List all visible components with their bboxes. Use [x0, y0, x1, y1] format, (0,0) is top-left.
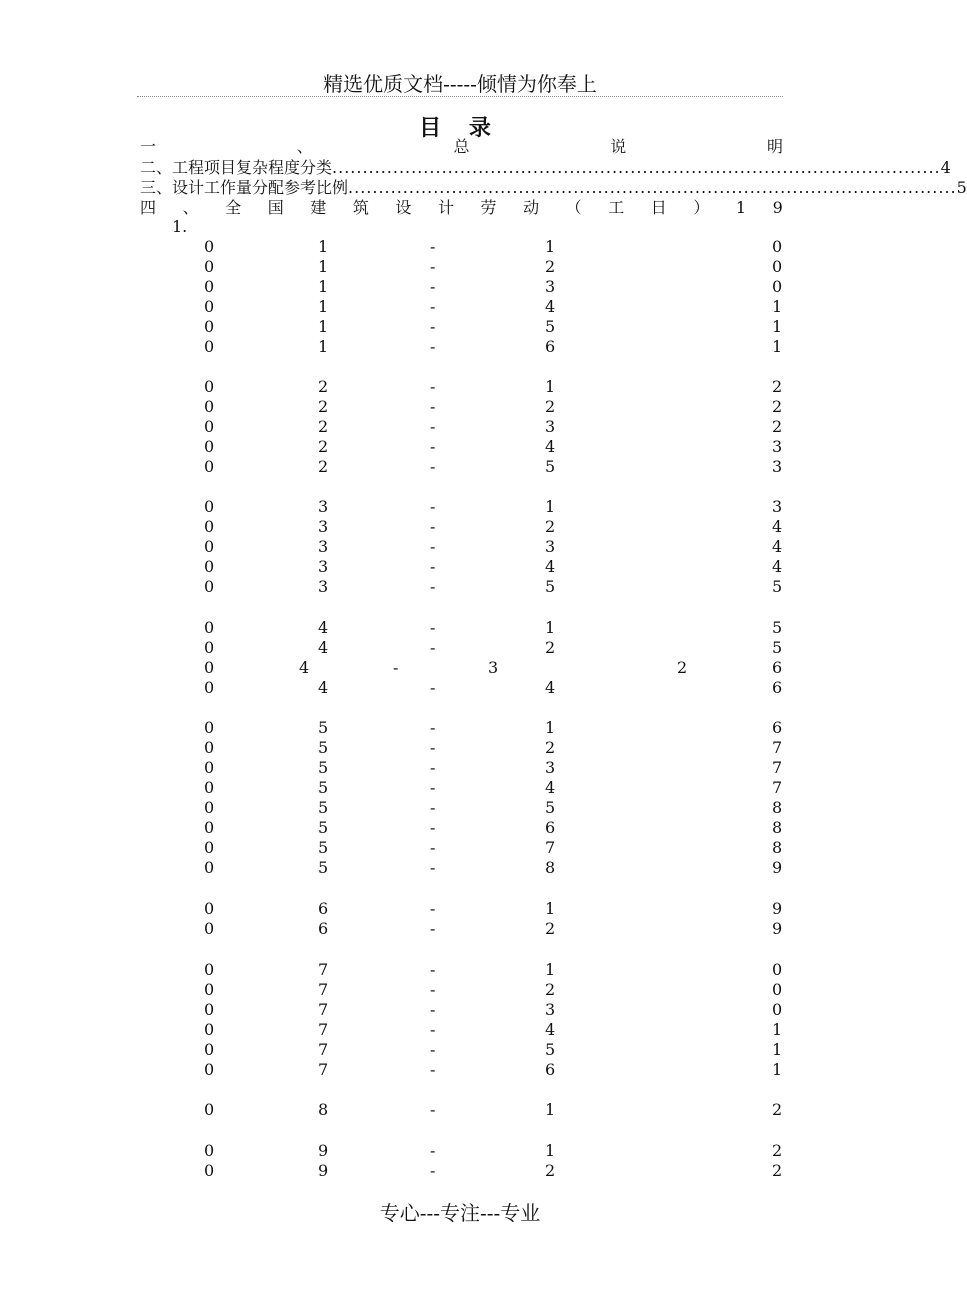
- toc-number-cell: -: [430, 557, 436, 576]
- toc-number-cell: 5: [318, 718, 329, 737]
- toc-number-cell: 3: [545, 758, 556, 777]
- toc-number-row[interactable]: [0, 858, 920, 878]
- toc-number-cell: 1: [545, 960, 556, 979]
- toc-number-cell: 1: [772, 297, 783, 316]
- toc-number-cell: -: [430, 437, 436, 456]
- toc-number-cell: 0: [204, 417, 215, 436]
- toc-number-cell: -: [430, 778, 436, 797]
- toc-number-cell: 0: [204, 658, 215, 677]
- toc-number-cell: 0: [772, 980, 783, 999]
- toc-number-cell: 5: [318, 738, 329, 757]
- toc-number-cell: 0: [204, 678, 215, 697]
- toc-number-cell: 0: [204, 317, 215, 336]
- toc-number-cell: 3: [772, 437, 783, 456]
- toc-number-row[interactable]: [0, 678, 920, 698]
- toc-number-cell: -: [430, 1040, 436, 1059]
- toc-char: 一: [140, 137, 157, 156]
- toc-number-row[interactable]: [0, 1100, 920, 1120]
- toc-number-cell: 2: [772, 377, 783, 396]
- toc-number-cell: 2: [318, 377, 329, 396]
- toc-number-cell: 1: [545, 718, 556, 737]
- toc-number-cell: 0: [204, 718, 215, 737]
- toc-number-cell: 7: [772, 758, 783, 777]
- toc-line-labor-chars: [140, 198, 783, 218]
- toc-number-cell: -: [430, 497, 436, 516]
- toc-number-cell: 0: [204, 277, 215, 296]
- toc-number-cell: 9: [772, 899, 783, 918]
- toc-number-cell: 0: [204, 397, 215, 416]
- toc-number-cell: -: [430, 577, 436, 596]
- toc-number-row[interactable]: [0, 497, 920, 517]
- toc-char: 总: [453, 137, 470, 156]
- toc-number-cell: 4: [545, 1020, 556, 1039]
- toc-number-cell: 7: [318, 1020, 329, 1039]
- toc-number-cell: 1: [318, 337, 329, 356]
- toc-number-cell: 0: [204, 758, 215, 777]
- toc-number-cell: 0: [204, 980, 215, 999]
- toc-number-cell: 3: [488, 658, 499, 677]
- toc-number-row[interactable]: [0, 557, 920, 577]
- toc-number-row[interactable]: [0, 1141, 920, 1161]
- toc-number-cell: 2: [545, 980, 556, 999]
- toc-number-cell: 0: [204, 838, 215, 857]
- toc-number-cell: 9: [772, 858, 783, 877]
- toc-number-cell: 6: [772, 678, 783, 697]
- toc-number-cell: 0: [204, 537, 215, 556]
- toc-number-cell: 0: [204, 337, 215, 356]
- toc-char: 劳: [480, 198, 497, 217]
- toc-number-cell: 6: [772, 658, 783, 677]
- toc-entry-text: 三、设计工作量分配参考比例: [140, 178, 349, 197]
- toc-char: 日: [650, 198, 667, 217]
- toc-number-cell: 6: [318, 919, 329, 938]
- toc-page-number: 4: [940, 158, 951, 177]
- toc-number-row[interactable]: [0, 277, 920, 297]
- toc-number-cell: 1: [772, 337, 783, 356]
- toc-number-row[interactable]: [0, 537, 920, 557]
- toc-number-cell: -: [430, 818, 436, 837]
- toc-number-cell: 3: [772, 497, 783, 516]
- toc-number-cell: 4: [318, 618, 329, 637]
- toc-number-cell: -: [430, 277, 436, 296]
- toc-number-cell: 4: [545, 437, 556, 456]
- toc-number-row[interactable]: [0, 658, 920, 678]
- toc-number-cell: 8: [772, 798, 783, 817]
- toc-number-cell: -: [430, 1141, 436, 1160]
- toc-leader-dots: ....................................................................................................: [332, 158, 941, 177]
- toc-number-cell: -: [430, 899, 436, 918]
- toc-number-cell: 0: [204, 1060, 215, 1079]
- toc-number-cell: 2: [545, 397, 556, 416]
- toc-number-cell: 6: [545, 337, 556, 356]
- toc-number-cell: 1: [545, 899, 556, 918]
- toc-number-cell: 6: [318, 899, 329, 918]
- toc-number-row[interactable]: [0, 758, 920, 778]
- toc-number-cell: -: [430, 738, 436, 757]
- toc-number-cell: 0: [204, 237, 215, 256]
- toc-line-complexity[interactable]: [140, 158, 951, 178]
- toc-char: 、: [182, 198, 199, 217]
- toc-number-row[interactable]: [0, 818, 920, 838]
- toc-number-cell: 6: [545, 818, 556, 837]
- toc-number-cell: 7: [318, 980, 329, 999]
- toc-number-cell: -: [430, 317, 436, 336]
- toc-subsection-number: 1.: [172, 217, 188, 236]
- toc-number-cell: -: [430, 537, 436, 556]
- toc-number-cell: 2: [772, 397, 783, 416]
- toc-number-cell: 8: [772, 818, 783, 837]
- toc-number-row[interactable]: [0, 437, 920, 457]
- toc-number-cell: 0: [772, 257, 783, 276]
- toc-number-cell: 8: [772, 838, 783, 857]
- toc-char: （: [565, 198, 582, 217]
- toc-number-cell: 7: [318, 1000, 329, 1019]
- toc-number-cell: 0: [204, 798, 215, 817]
- toc-number-row[interactable]: [0, 738, 920, 758]
- toc-char: 说: [610, 137, 627, 156]
- toc-number-row[interactable]: [0, 798, 920, 818]
- toc-number-row[interactable]: [0, 778, 920, 798]
- toc-number-cell: 1: [318, 237, 329, 256]
- toc-char: 动: [523, 198, 540, 217]
- toc-number-cell: 0: [204, 437, 215, 456]
- toc-number-cell: -: [430, 1000, 436, 1019]
- toc-number-cell: 7: [318, 1060, 329, 1079]
- toc-number-cell: -: [430, 297, 436, 316]
- toc-number-cell: 3: [318, 497, 329, 516]
- toc-number-cell: 6: [545, 1060, 556, 1079]
- toc-number-cell: 5: [545, 1040, 556, 1059]
- toc-number-cell: -: [430, 980, 436, 999]
- toc-number-cell: 8: [545, 858, 556, 877]
- toc-number-cell: 0: [204, 919, 215, 938]
- toc-number-cell: 7: [318, 960, 329, 979]
- toc-number-row[interactable]: [0, 577, 920, 597]
- toc-number-cell: 0: [204, 457, 215, 476]
- toc-number-cell: 2: [772, 417, 783, 436]
- toc-number-cell: 2: [545, 638, 556, 657]
- toc-number-cell: -: [430, 919, 436, 938]
- toc-number-cell: 0: [772, 960, 783, 979]
- toc-number-cell: 2: [318, 457, 329, 476]
- toc-number-cell: 3: [318, 557, 329, 576]
- toc-number-row[interactable]: [0, 1040, 920, 1060]
- toc-char: 9: [772, 198, 783, 217]
- toc-number-row[interactable]: [0, 1060, 920, 1080]
- toc-number-cell: -: [430, 838, 436, 857]
- toc-number-cell: 0: [204, 778, 215, 797]
- toc-number-row[interactable]: [0, 718, 920, 738]
- toc-number-cell: 5: [772, 577, 783, 596]
- toc-char: 四: [140, 198, 157, 217]
- toc-number-cell: 5: [318, 778, 329, 797]
- toc-number-cell: 5: [318, 838, 329, 857]
- toc-number-cell: 4: [772, 557, 783, 576]
- toc-number-row[interactable]: [0, 317, 920, 337]
- toc-number-cell: 1: [772, 1020, 783, 1039]
- toc-char: 全: [225, 198, 242, 217]
- toc-number-cell: -: [430, 377, 436, 396]
- toc-number-cell: 0: [204, 557, 215, 576]
- toc-number-cell: -: [430, 618, 436, 637]
- toc-number-cell: 4: [772, 517, 783, 536]
- toc-number-cell: 0: [204, 257, 215, 276]
- toc-char: 国: [267, 198, 284, 217]
- toc-number-cell: 0: [204, 577, 215, 596]
- toc-number-cell: 1: [545, 237, 556, 256]
- toc-number-row[interactable]: [0, 1161, 920, 1181]
- toc-number-cell: 5: [318, 798, 329, 817]
- toc-number-cell: 5: [318, 818, 329, 837]
- toc-number-row[interactable]: [0, 377, 920, 397]
- toc-number-cell: -: [430, 417, 436, 436]
- toc-number-cell: 3: [545, 537, 556, 556]
- toc-number-row[interactable]: [0, 1020, 920, 1040]
- toc-number-cell: 1: [318, 297, 329, 316]
- toc-number-cell: 0: [204, 517, 215, 536]
- toc-number-cell: 0: [204, 899, 215, 918]
- toc-number-cell: 1: [545, 1100, 556, 1119]
- toc-number-cell: 7: [772, 778, 783, 797]
- toc-number-row[interactable]: [0, 397, 920, 417]
- toc-number-cell: 0: [204, 377, 215, 396]
- toc-number-cell: -: [393, 658, 399, 677]
- toc-number-row[interactable]: [0, 417, 920, 437]
- toc-number-cell: -: [430, 758, 436, 777]
- toc-number-cell: 5: [772, 638, 783, 657]
- toc-number-cell: -: [430, 798, 436, 817]
- toc-number-cell: -: [430, 858, 436, 877]
- toc-number-row[interactable]: [0, 337, 920, 357]
- toc-number-cell: 5: [318, 758, 329, 777]
- toc-char: 1: [735, 198, 747, 217]
- toc-number-cell: -: [430, 237, 436, 256]
- toc-number-cell: 1: [772, 317, 783, 336]
- toc-line-labor[interactable]: [140, 198, 783, 218]
- toc-number-cell: 2: [772, 1161, 783, 1180]
- toc-number-cell: -: [430, 718, 436, 737]
- toc-number-cell: 1: [545, 1141, 556, 1160]
- toc-char: 、: [296, 137, 313, 156]
- toc-entry-text: 二、工程项目复杂程度分类: [140, 158, 333, 177]
- toc-number-cell: 2: [318, 437, 329, 456]
- toc-number-cell: 5: [318, 858, 329, 877]
- toc-number-row[interactable]: [0, 899, 920, 919]
- toc-number-cell: 9: [772, 919, 783, 938]
- toc-number-cell: 9: [318, 1161, 329, 1180]
- toc-number-cell: 2: [545, 517, 556, 536]
- toc-number-row[interactable]: [0, 237, 920, 257]
- toc-number-cell: 5: [545, 577, 556, 596]
- toc-number-cell: 1: [772, 1060, 783, 1079]
- toc-page-number: 5: [956, 178, 967, 197]
- toc-number-cell: 0: [204, 1141, 215, 1160]
- toc-number-cell: 0: [204, 297, 215, 316]
- toc-number-cell: 2: [545, 738, 556, 757]
- toc-number-cell: 1: [545, 377, 556, 396]
- toc-number-cell: 4: [545, 557, 556, 576]
- toc-number-row[interactable]: [0, 1000, 920, 1020]
- toc-number-cell: 5: [545, 798, 556, 817]
- toc-number-cell: 2: [318, 417, 329, 436]
- toc-number-cell: 0: [204, 1100, 215, 1119]
- toc-number-cell: 2: [772, 1100, 783, 1119]
- toc-number-cell: -: [430, 397, 436, 416]
- toc-number-cell: 3: [318, 537, 329, 556]
- toc-number-cell: 1: [545, 618, 556, 637]
- toc-line-general-chars: [140, 137, 783, 157]
- toc-number-cell: -: [430, 517, 436, 536]
- toc-number-cell: -: [430, 257, 436, 276]
- toc-number-cell: 9: [318, 1141, 329, 1160]
- toc-number-cell: -: [430, 457, 436, 476]
- toc-number-cell: 0: [772, 1000, 783, 1019]
- toc-number-cell: 4: [772, 537, 783, 556]
- toc-number-cell: 3: [318, 517, 329, 536]
- toc-number-cell: 7: [772, 738, 783, 757]
- toc-number-cell: 2: [318, 397, 329, 416]
- toc-number-cell: 0: [204, 818, 215, 837]
- toc-number-cell: 0: [204, 1040, 215, 1059]
- toc-number-cell: 5: [545, 457, 556, 476]
- page-footer: 专心---专注---专业: [379, 1201, 541, 1225]
- toc-leader-dots: ....................................................................................................: [348, 178, 957, 197]
- toc-number-cell: 0: [204, 638, 215, 657]
- toc-number-cell: 2: [545, 257, 556, 276]
- toc-number-cell: 5: [545, 317, 556, 336]
- toc-char: 工: [608, 198, 625, 217]
- toc-number-cell: 0: [204, 1020, 215, 1039]
- toc-number-cell: -: [430, 1161, 436, 1180]
- toc-line-workload[interactable]: [140, 178, 967, 198]
- toc-number-cell: 4: [318, 678, 329, 697]
- toc-number-cell: 4: [545, 297, 556, 316]
- toc-number-cell: 6: [772, 718, 783, 737]
- document-title: 目 录: [419, 115, 501, 141]
- toc-number-cell: 0: [204, 1000, 215, 1019]
- toc-number-cell: 0: [204, 858, 215, 877]
- toc-char: 明: [766, 137, 783, 156]
- toc-number-cell: -: [430, 1020, 436, 1039]
- toc-number-cell: -: [430, 638, 436, 657]
- toc-number-cell: 3: [318, 577, 329, 596]
- toc-number-cell: -: [430, 1060, 436, 1079]
- page-header: 精选优质文档-----倾情为你奉上: [323, 72, 597, 96]
- toc-number-cell: 3: [545, 277, 556, 296]
- toc-char: ）: [693, 198, 710, 217]
- toc-number-cell: 3: [772, 457, 783, 476]
- toc-number-cell: 0: [772, 277, 783, 296]
- toc-number-cell: 1: [318, 277, 329, 296]
- toc-number-cell: 0: [204, 618, 215, 637]
- toc-number-cell: 0: [772, 237, 783, 256]
- toc-number-cell: 2: [545, 919, 556, 938]
- toc-number-cell: 4: [545, 778, 556, 797]
- toc-number-cell: 4: [299, 658, 310, 677]
- toc-number-cell: 2: [772, 1141, 783, 1160]
- toc-number-cell: -: [430, 337, 436, 356]
- toc-number-cell: 3: [545, 417, 556, 436]
- toc-number-cell: 7: [318, 1040, 329, 1059]
- toc-number-row[interactable]: [0, 838, 920, 858]
- toc-number-cell: 4: [545, 678, 556, 697]
- toc-number-cell: 2: [677, 658, 688, 677]
- toc-number-cell: 0: [204, 1161, 215, 1180]
- toc-number-cell: -: [430, 678, 436, 697]
- toc-number-cell: -: [430, 1100, 436, 1119]
- toc-number-row[interactable]: [0, 517, 920, 537]
- toc-number-cell: 0: [204, 497, 215, 516]
- toc-number-cell: 0: [204, 960, 215, 979]
- toc-number-cell: 4: [318, 638, 329, 657]
- toc-number-cell: -: [430, 960, 436, 979]
- toc-number-cell: 7: [545, 838, 556, 857]
- toc-number-row[interactable]: [0, 618, 920, 638]
- toc-number-cell: 1: [318, 257, 329, 276]
- toc-char: 筑: [352, 198, 369, 217]
- toc-number-cell: 1: [318, 317, 329, 336]
- toc-number-cell: 0: [204, 738, 215, 757]
- toc-number-cell: 1: [545, 497, 556, 516]
- header-divider: [137, 96, 783, 97]
- toc-number-cell: 8: [318, 1100, 329, 1119]
- toc-number-cell: 5: [772, 618, 783, 637]
- toc-number-row[interactable]: [0, 638, 920, 658]
- toc-number-row[interactable]: [0, 297, 920, 317]
- toc-number-cell: 2: [545, 1161, 556, 1180]
- toc-number-cell: 3: [545, 1000, 556, 1019]
- toc-line-general[interactable]: [140, 137, 783, 157]
- toc-number-row[interactable]: [0, 960, 920, 980]
- toc-char: 建: [310, 198, 327, 217]
- toc-number-row[interactable]: [0, 980, 920, 1000]
- toc-number-row[interactable]: [0, 919, 920, 939]
- toc-number-cell: 1: [772, 1040, 783, 1059]
- toc-char: 计: [437, 198, 454, 217]
- toc-char: 设: [395, 198, 412, 217]
- toc-number-row[interactable]: [0, 257, 920, 277]
- toc-number-row[interactable]: [0, 457, 920, 477]
